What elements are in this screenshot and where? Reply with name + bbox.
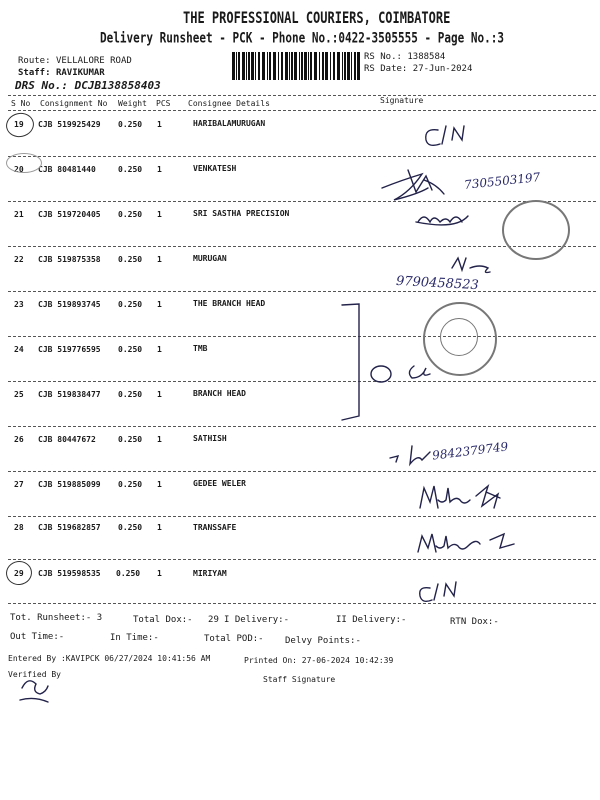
row-sno: 19 — [14, 120, 24, 129]
row-weight: 0.250 — [118, 435, 143, 444]
staff-label: Staff: — [18, 68, 51, 78]
company-title: THE PROFESSIONAL COURIERS, COIMBATORE — [183, 8, 451, 27]
col-header-consignee: Consignee Details — [188, 99, 270, 108]
col-header-consignment: Consignment No — [40, 99, 108, 108]
row-weight: 0.250 — [118, 120, 143, 129]
handwritten-phone: 9790458523 — [395, 273, 480, 294]
ii-delivery: II Delivery:- — [336, 615, 407, 625]
row-weight: 0.250 — [118, 523, 143, 532]
rs-date-label: RS Date: — [364, 64, 408, 74]
row-pcs: 1 — [157, 300, 162, 309]
row-consignee: BRANCH HEAD — [193, 389, 246, 398]
total-dox-value: 29 — [208, 615, 219, 625]
verified-by: Verified By — [8, 670, 61, 679]
row-consignee: MIRIYAM — [193, 569, 227, 578]
row-sno: 20 — [14, 165, 24, 174]
row-weight: 0.250 — [118, 165, 143, 174]
row-consignment: CJB 519893745 — [38, 300, 101, 309]
runsheet-title: Delivery Runsheet - PCK - Phone No.:0422-3505555 - Page No.:3 — [100, 30, 504, 47]
row-pcs: 1 — [157, 210, 162, 219]
row-consignment: CJB 519875358 — [38, 255, 101, 264]
rtn-dox: RTN Dox:- — [450, 617, 499, 627]
row-consignment: CJB 519925429 — [38, 120, 101, 129]
row-sno: 26 — [14, 435, 24, 444]
row-sno: 28 — [14, 523, 24, 532]
staff-signature: Staff Signature — [263, 675, 336, 684]
row-consignee: TRANSSAFE — [193, 523, 237, 532]
row-consignee: MURUGAN — [193, 254, 227, 263]
total-pod: Total POD:- — [204, 634, 264, 644]
rs-date-value: 27-Jun-2024 — [412, 64, 473, 74]
row-consignment: CJB 80447672 — [38, 435, 96, 444]
row-consignment: CJB 80481440 — [38, 165, 96, 174]
row-pcs: 1 — [157, 390, 162, 399]
stamp-inner-ring — [440, 318, 478, 356]
col-header-signature: Signature — [380, 96, 424, 105]
row-sno: 22 — [14, 255, 24, 264]
row-sno: 23 — [14, 300, 24, 309]
route-value: VELLALORE ROAD — [55, 56, 132, 66]
row-consignee: SRI SASTHA PRECISION — [193, 209, 290, 218]
route-label: Route: — [18, 56, 51, 66]
row-sno: 29 — [14, 569, 24, 578]
drs-label: DRS No.: — [15, 79, 68, 92]
row-consignee: THE BRANCH HEAD — [193, 299, 266, 308]
printed-on: Printed On: 27-06-2024 10:42:39 — [244, 656, 394, 665]
row-weight: 0.250 — [118, 480, 143, 489]
row-consignment: CJB 519885099 — [38, 480, 101, 489]
row-pcs: 1 — [157, 255, 162, 264]
row-weight: 0.250 — [118, 300, 143, 309]
rs-no-label: RS No.: — [364, 52, 402, 62]
row-sno: 27 — [14, 480, 24, 489]
col-header-sno: S No — [11, 99, 31, 108]
row-consignee: TMB — [193, 344, 208, 353]
handwritten-phone: 9842379749 — [431, 439, 509, 463]
staff-value: RAVIKUMAR — [55, 68, 105, 78]
total-dox — [133, 615, 219, 625]
company-stamp — [502, 200, 570, 260]
row-pcs: 1 — [157, 345, 162, 354]
row-consignee: SATHISH — [193, 434, 227, 443]
col-header-weight: Weight — [118, 99, 147, 108]
drs-value: DCJB138858403 — [74, 79, 161, 92]
in-time: In Time:- — [110, 633, 159, 643]
row-sno: 24 — [14, 345, 24, 354]
row-pcs: 1 — [157, 480, 162, 489]
row-weight: 0.250 — [118, 255, 143, 264]
delvy-points: Delvy Points:- — [285, 636, 361, 646]
row-consignment: CJB 519776595 — [38, 345, 101, 354]
out-time: Out Time:- — [10, 632, 65, 642]
row-sno: 21 — [14, 210, 24, 219]
row-pcs: 1 — [157, 569, 162, 578]
row-pcs: 1 — [157, 165, 162, 174]
entered-by: Entered By :KAVIPCK 06/27/2024 10:41:56 AM — [8, 654, 211, 663]
row-consignee: GEDEE WELER — [193, 479, 246, 488]
row-sno: 25 — [14, 390, 24, 399]
total-dox-label: Total Dox:- — [133, 615, 193, 625]
row-weight: 0.250 — [118, 210, 143, 219]
col-header-pcs: PCS — [156, 99, 171, 108]
row-pcs: 1 — [157, 523, 162, 532]
handwritten-phone: 7305503197 — [463, 170, 541, 192]
i-delivery: I Delivery:- — [224, 615, 290, 625]
row-consignee: HARIBALAMURUGAN — [193, 119, 266, 128]
row-consignment: CJB 519682857 — [38, 523, 101, 532]
row-pcs: 1 — [157, 120, 162, 129]
row-weight: 0.250 — [116, 569, 141, 578]
row-weight: 0.250 — [118, 345, 143, 354]
row-consignment: CJB 519598535 — [38, 569, 101, 578]
row-consignment: CJB 519838477 — [38, 390, 101, 399]
row-weight: 0.250 — [118, 390, 143, 399]
row-consignment: CJB 519720405 — [38, 210, 101, 219]
row-consignee: VENKATESH — [193, 164, 237, 173]
rs-no-value: 1388584 — [407, 52, 446, 62]
row-pcs: 1 — [157, 435, 162, 444]
tot-runsheet: Tot. Runsheet:- 3 — [10, 613, 103, 623]
